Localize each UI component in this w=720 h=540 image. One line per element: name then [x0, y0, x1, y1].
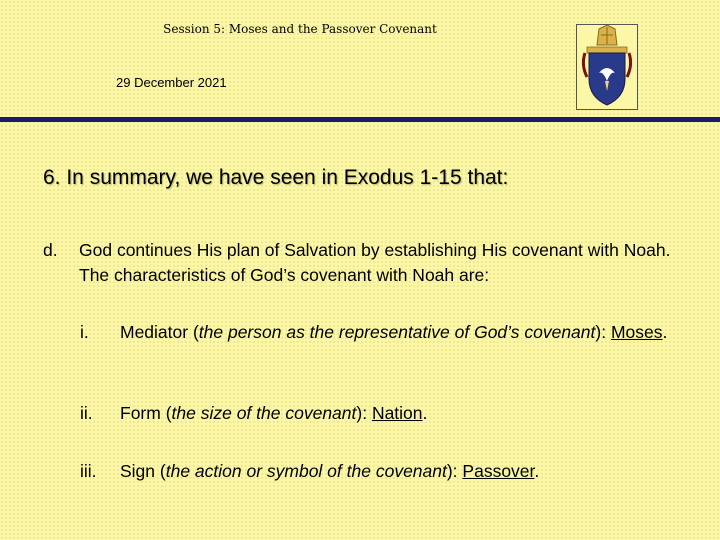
list-item-mediator: [80, 320, 700, 344]
item-close: ):: [595, 322, 611, 342]
item-description: the person as the representative of God’s covenant: [198, 322, 596, 342]
item-close: ):: [356, 403, 372, 423]
point-d-text: God continues His plan of Salvation by establishing His covenant with Noah. The characteristics of God’s covenant with Noah are:: [79, 240, 671, 285]
item-answer: Passover: [462, 461, 535, 481]
item-end: .: [662, 322, 668, 342]
date-label: 29 December 2021: [116, 75, 227, 90]
list-item-form: [80, 401, 700, 425]
item-answer: Nation: [371, 403, 423, 423]
point-d-marker: d.: [43, 240, 58, 260]
item-answer: Moses: [610, 322, 663, 342]
point-d: [43, 238, 683, 288]
session-title: Session 5: Moses and the Passover Covenant: [163, 22, 437, 36]
item-description: the action or symbol of the covenant: [165, 461, 447, 481]
list-item-marker: ii.: [80, 403, 93, 423]
item-label: Form (: [120, 403, 172, 423]
item-label: Mediator (: [120, 322, 199, 342]
item-label: Sign (: [120, 461, 166, 481]
list-item-sign: [80, 459, 700, 483]
item-close: ):: [446, 461, 463, 481]
item-end: .: [534, 461, 540, 481]
list-item-marker: iii.: [80, 461, 97, 481]
item-end: .: [422, 403, 428, 423]
summary-heading: 6. In summary, we have seen in Exodus 1-15 that:: [43, 166, 509, 189]
list-item-marker: i.: [80, 322, 89, 342]
header-divider: [0, 117, 720, 122]
item-description: the size of the covenant: [171, 403, 357, 423]
coat-of-arms-icon: [576, 24, 638, 110]
